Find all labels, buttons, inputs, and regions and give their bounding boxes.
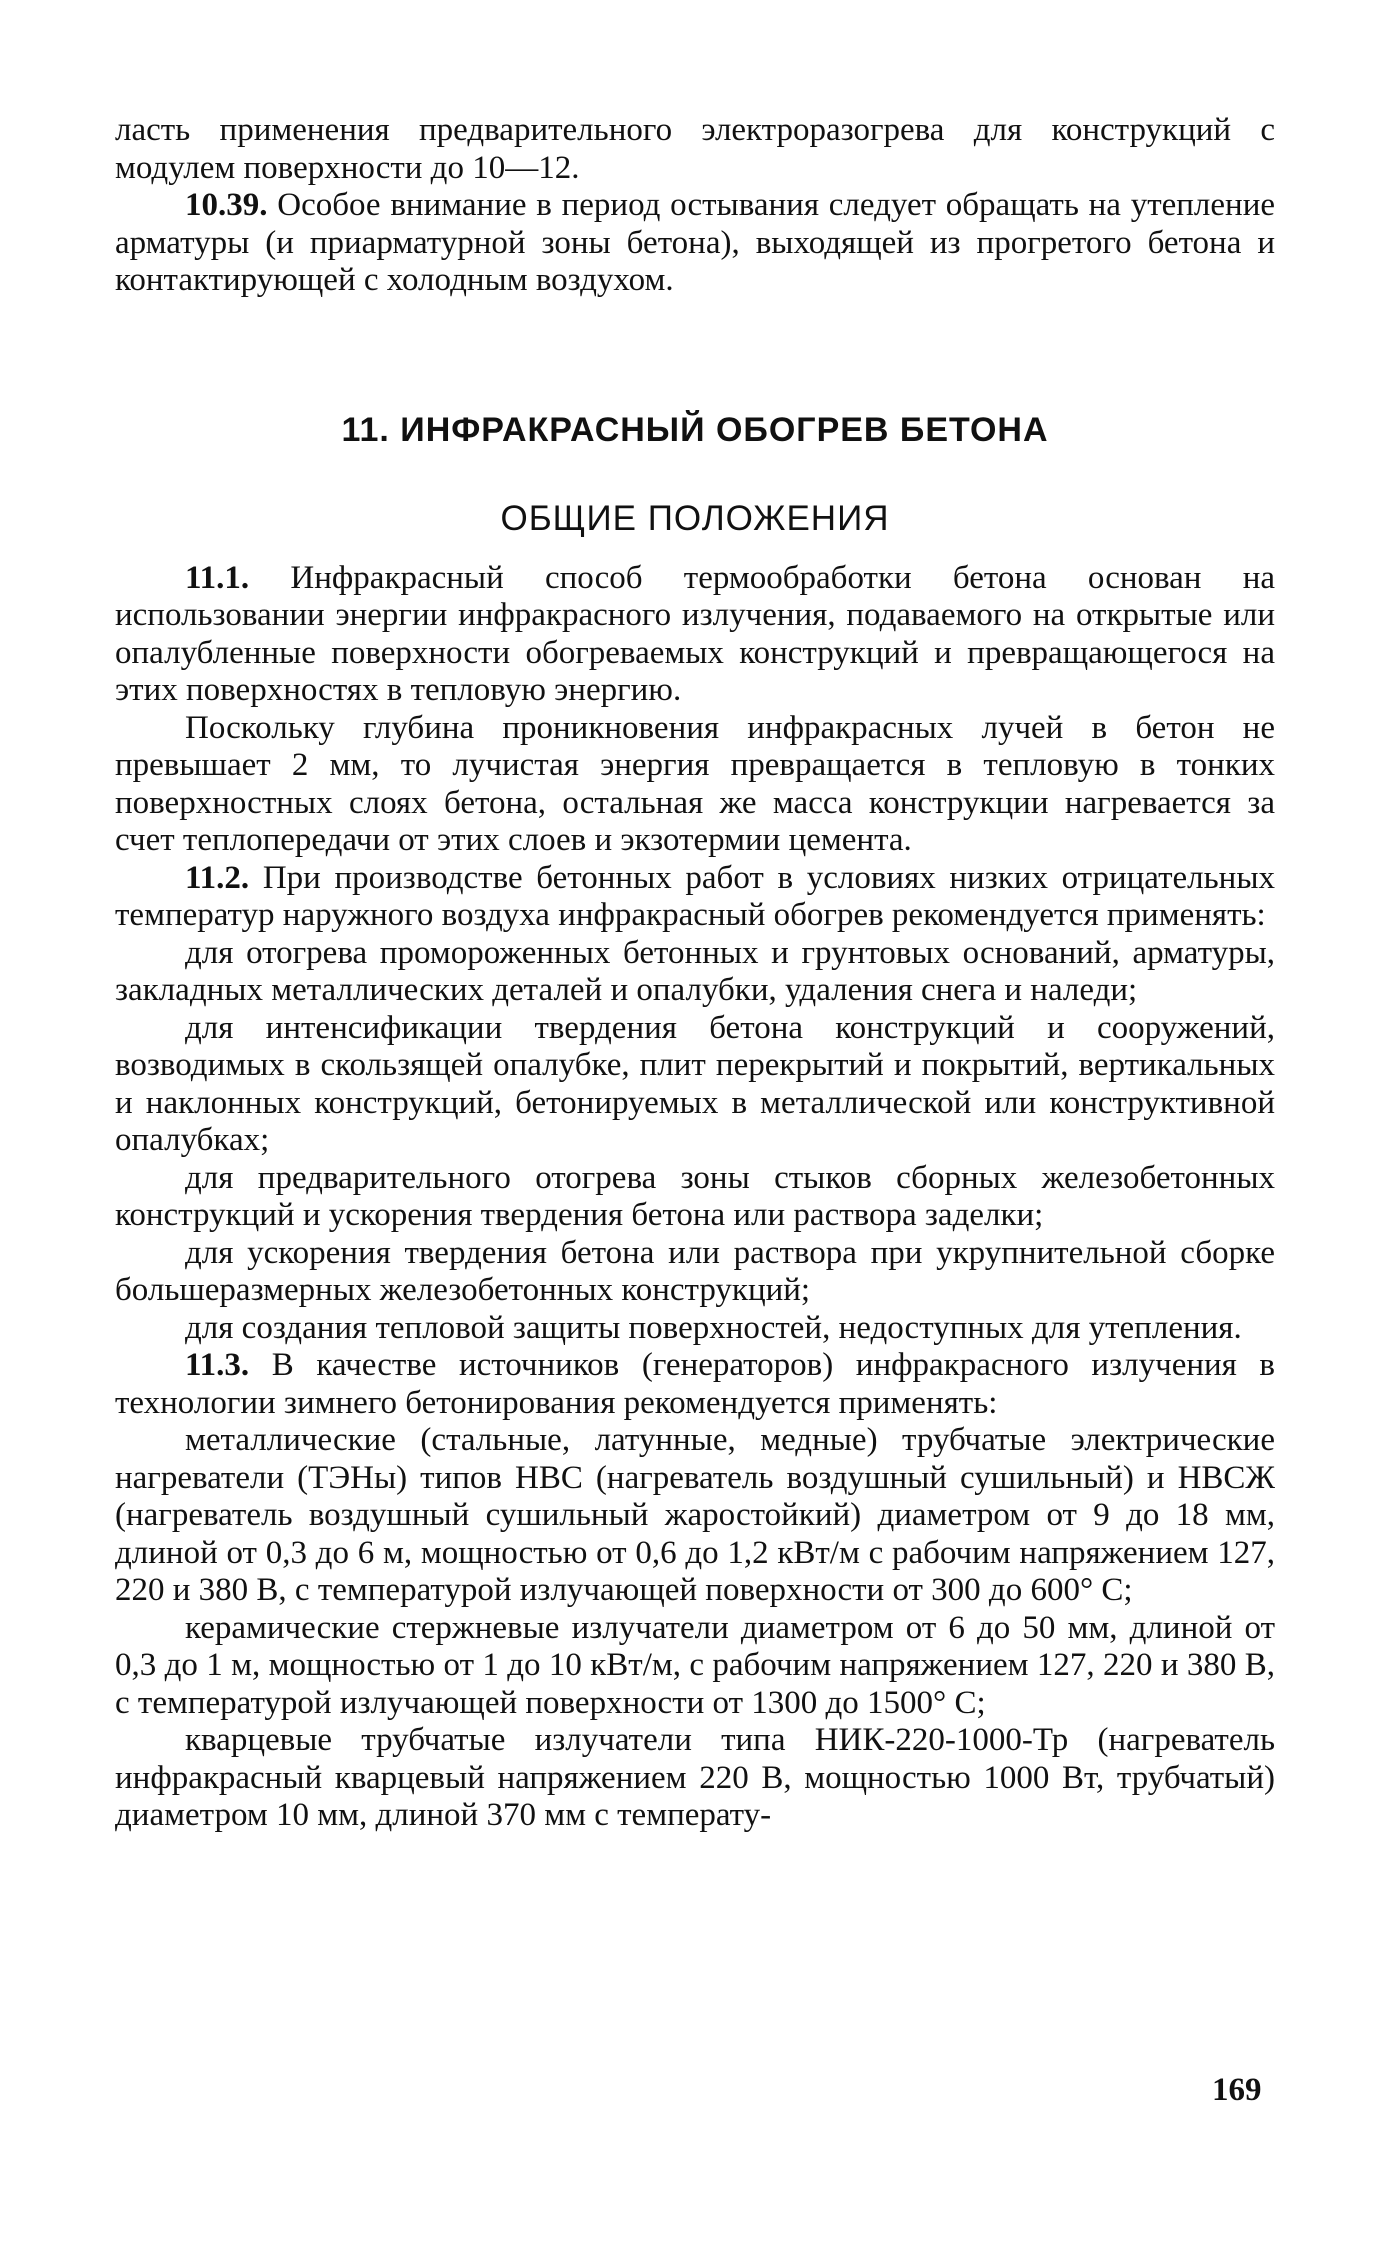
list-item-ceramic-emitters: керамические стержневые излучатели диаметром от 6 до 50 мм, длиной от 0,3 до 1 м, мощностью от 1 до 10 кВт/м, с рабочим напряжением 127, 220 и 380 В, с температурой излучающей поверхности от 1300 до 1500° С; [115, 1609, 1275, 1721]
paragraph-10-39 [115, 187, 1275, 300]
paragraph-text: Инфракрасный способ термообработки бетона основан на использовании энергии инфракрасного излучения, подаваемого на открытые или опалубленные поверхности обогреваемых конструкций и превращающегося на этих поверхностях в тепловую энергию. [115, 559, 1276, 708]
page-content [115, 112, 1275, 1835]
paragraph-number: 11.1. [185, 559, 250, 596]
paragraph-penetration-depth: Поскольку глубина проникновения инфракрасных лучей в бетон не превышает 2 мм, то лучистая энергия превращается в тепловую в тонких поверхностных слоях бетона, остальная же масса конструкции нагревается за счет теплопередачи от этих слоев и экзотермии цемента. [115, 709, 1275, 858]
list-item-hardening: для интенсификации твердения бетона конструкций и сооружений, возводимых в скользящей опалубке, плит перекрытий и покрытий, вертикальных и наклонных конструкций, бетонируемых в металлической или конструктивной опалубках; [115, 1009, 1275, 1158]
paragraph-11-1 [115, 560, 1275, 710]
list-item-thawing: для отогрева промороженных бетонных и грунтовых оснований, арматуры, закладных металлических деталей и опалубки, удаления снега и наледи; [115, 934, 1275, 1008]
paragraph-11-3 [115, 1347, 1275, 1422]
paragraph-11-2 [115, 860, 1275, 935]
paragraph-number: 11.3. [185, 1347, 250, 1383]
paragraph-number: 11.2. [185, 859, 250, 896]
chapter-title: 11. ИНФРАКРАСНЫЙ ОБОГРЕВ БЕТОНА [341, 410, 1049, 449]
section-title: ОБЩИЕ ПОЛОЖЕНИЯ [500, 498, 890, 538]
intro-paragraph-continued: ласть применения предварительного электроразогрева для конструкций с модулем поверхности до 10—12. [115, 112, 1275, 186]
paragraph-text: При производстве бетонных работ в условиях низких отрицательных температур наружного воздуха инфракрасный обогрев рекомендуется применять: [115, 859, 1276, 933]
list-item-joints: для предварительного отогрева зоны стыков сборных железобетонных конструкций и ускорения твердения бетона или раствора заделки; [115, 1159, 1275, 1233]
list-item-thermal-protection: для создания тепловой защиты поверхностей, недоступных для утепления. [185, 1309, 1242, 1346]
list-item-metal-heaters: металлические (стальные, латунные, медные) трубчатые электрические нагреватели (ТЭНы) типов НВС (нагреватель воздушный сушильный) и НВСЖ (нагреватель воздушный сушильный жаростойкий) диаметром от 9 до 18 мм, длиной от 0,3 до 6 м, мощностью от 0,6 до 1,2 кВт/м с рабочим напряжением 127, 220 и 380 В, с температурой излучающей поверхности от 300 до 600° С; [115, 1422, 1275, 1608]
paragraph-number: 10.39. [185, 187, 268, 223]
page-number: 169 [1212, 2072, 1262, 2108]
list-item-assembly: для ускорения твердения бетона или раствора при укрупнительной сборке большеразмерных железобетонных конструкций; [115, 1234, 1275, 1308]
list-item-quartz-emitters: кварцевые трубчатые излучатели типа НИК-220-1000-Тр (нагреватель инфракрасный кварцевый напряжением 220 В, мощностью 1000 Вт, трубчатый) диаметром 10 мм, длиной 370 мм с температу- [115, 1722, 1275, 1833]
paragraph-text: В качестве источников (генераторов) инфракрасного излучения в технологии зимнего бетонирования рекомендуется применять: [115, 1347, 1275, 1421]
paragraph-text: Особое внимание в период остывания следует обращать на утепление арматуры (и приарматурной зоны бетона), выходящей из прогретого бетона и контактирующей с холодным воздухом. [115, 187, 1276, 298]
